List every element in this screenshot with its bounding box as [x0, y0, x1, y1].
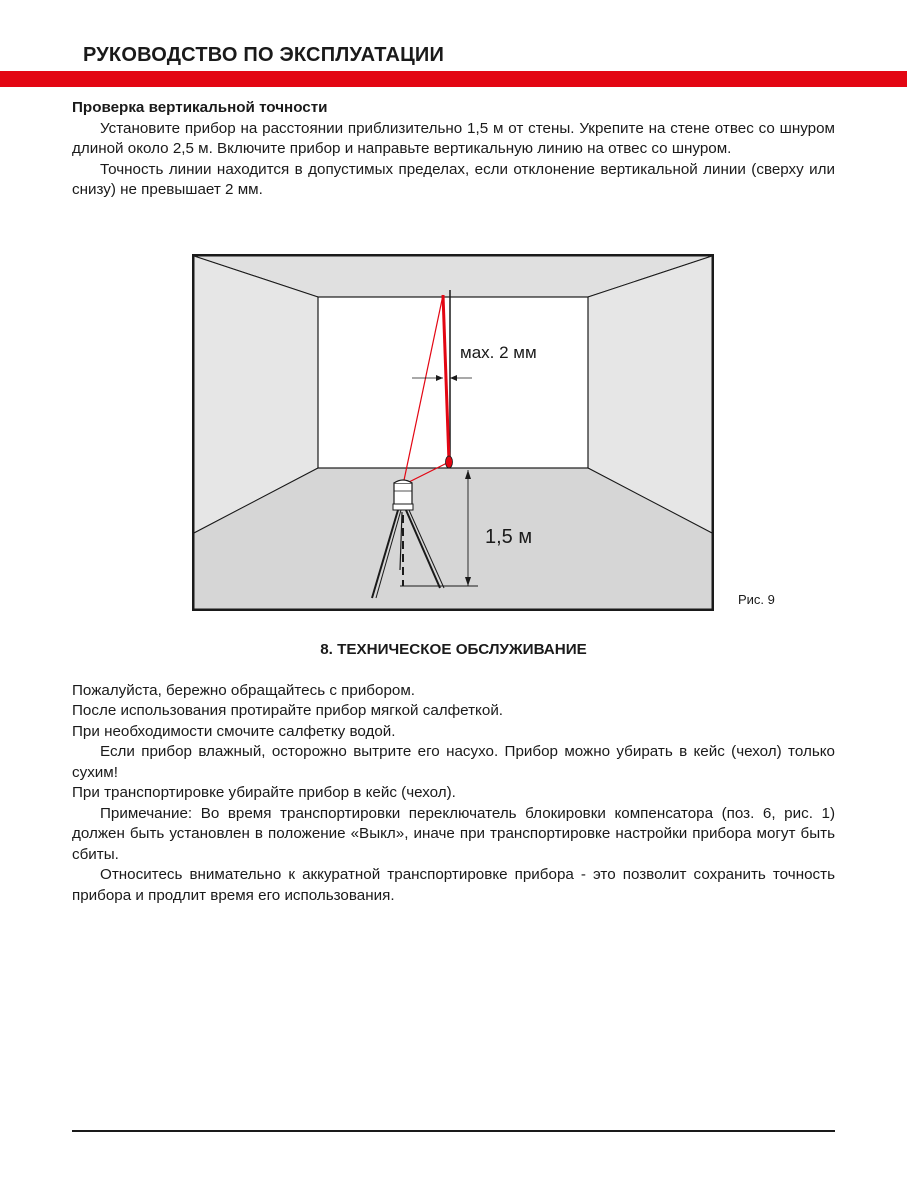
- maintenance-title: 8. ТЕХНИЧЕСКОЕ ОБСЛУЖИВАНИЕ: [320, 641, 587, 658]
- maintenance-section: [72, 640, 835, 906]
- maintenance-line-3: При необходимости смочите салфетку водой.: [72, 722, 396, 740]
- maintenance-line-1: Пожалуйста, бережно обращайтесь с прибором.: [72, 681, 416, 699]
- paragraph-setup: Установите прибор на расстоянии приблизительно 1,5 м от стены. Укрепите на стене отвес со шнуром длиной около 2,5 м. Включите прибор и направьте вертикальную линию на отвес со шнуром.: [72, 119, 835, 157]
- section-subheading: Проверка вертикальной точности: [72, 99, 328, 116]
- paragraph-tolerance: Точность линии находится в допустимых пределах, если отклонение вертикальной линии (сверху или снизу) не превышает 2 мм.: [72, 160, 835, 198]
- maintenance-line-4: При транспортировке убирайте прибор в кейс (чехол).: [72, 784, 456, 801]
- plumb-bob: [446, 456, 453, 468]
- maintenance-paragraph-wet: Если прибор влажный, осторожно вытрите его насухо. Прибор можно убирать в кейс (чехол) только сухим!: [72, 743, 835, 781]
- page-header-title: РУКОВОДСТВО ПО ЭКСПЛУАТАЦИИ: [83, 44, 445, 66]
- maintenance-line-2: После использования протирайте прибор мягкой салфеткой.: [72, 702, 504, 719]
- maintenance-paragraph-note: Примечание: Во время транспортировки переключатель блокировки компенсатора (поз. 6, рис. 1) должен быть установлен в положение «Выкл», иначе при транспортировке настройки прибора могут быть сбиты.: [72, 804, 835, 863]
- figure-caption: Рис. 9: [738, 592, 775, 607]
- distance-label: 1,5 м: [485, 526, 533, 548]
- maintenance-paragraph-transport: Относитесь внимательно к аккуратной транспортировке прибора - это позволит сохранить точность прибора и продлит время его использования.: [72, 866, 835, 904]
- max-deviation-label: мах. 2 мм: [460, 343, 537, 362]
- room-back-wall: [318, 297, 588, 468]
- laser-level-device: [393, 480, 413, 510]
- footer-rule: [72, 1130, 835, 1132]
